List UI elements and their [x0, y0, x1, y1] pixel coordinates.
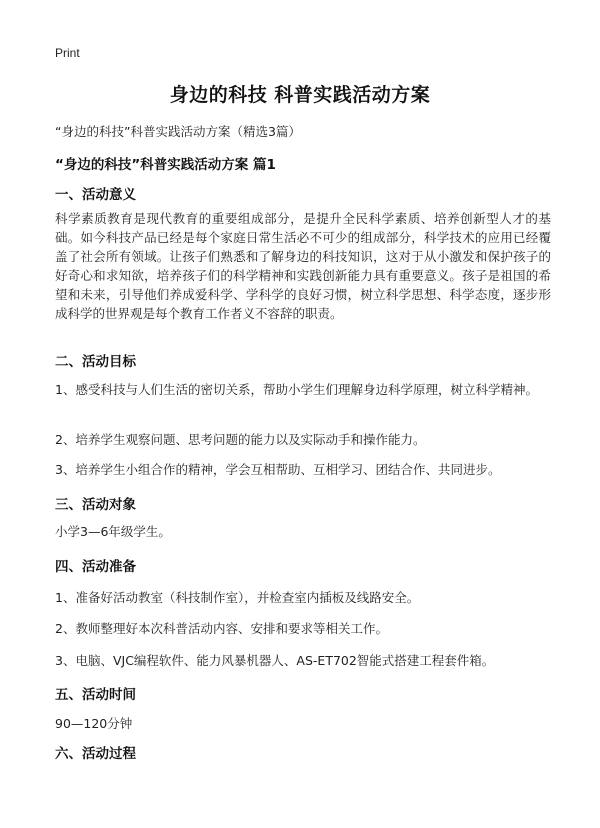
section-heading-goals: 二、活动目标 [55, 354, 136, 370]
paragraph-significance: 科学素质教育是现代教育的重要组成部分，是提升全民科学素质、培养创新型人才的基础。如今科技产品已经是每个家庭日常生活必不可少的组成部分，科学技术的应用已经覆盖了社会所有领域。让孩子们熟悉和了解身边的科技知识，这对于从小激发和保护孩子的好奇心和求知欲，培养孩子们的科学精神和实践创新能力具有重要意义。孩子是祖国的希望和未来，引导他们养成爱科学、学科学的良好习惯，树立科学思想、科学态度，逐步形成科学的世界观是每个教育工作者义不容辞的职责。 [55, 211, 551, 321]
goal-item-3: 3、培养学生小组合作的精神，学会互相帮助、互相学习、团结合作、共同进步。 [55, 462, 501, 477]
paragraph-time: 90—120分钟 [55, 716, 133, 731]
document-subtitle: “身边的科技”科普实践活动方案（精选3篇） [55, 124, 301, 139]
article-heading: “身边的科技”科普实践活动方案 篇1 [55, 157, 276, 173]
preparation-item-3: 3、电脑、VJC编程软件、能力风暴机器人、AS-ET702智能式搭建工程套件箱。 [55, 653, 495, 668]
preparation-item-2: 2、教师整理好本次科普活动内容、安排和要求等相关工作。 [55, 621, 388, 636]
page-title: 身边的科技 科普实践活动方案 [169, 84, 431, 106]
print-link[interactable]: Print [55, 46, 80, 60]
section-heading-preparation: 四、活动准备 [55, 559, 136, 575]
section-heading-significance: 一、活动意义 [55, 187, 136, 203]
goal-item-1: 1、感受科技与人们生活的密切关系，帮助小学生们理解身边科学原理，树立科学精神。 [55, 382, 538, 397]
paragraph-audience: 小学3—6年级学生。 [55, 524, 171, 539]
section-heading-process: 六、活动过程 [55, 746, 136, 762]
goal-item-2: 2、培养学生观察问题、思考问题的能力以及实际动手和操作能力。 [55, 432, 426, 447]
section-heading-time: 五、活动时间 [55, 687, 136, 703]
preparation-item-1: 1、准备好活动教室（科技制作室），并检查室内插板及线路安全。 [55, 590, 420, 605]
section-heading-audience: 三、活动对象 [55, 497, 136, 513]
